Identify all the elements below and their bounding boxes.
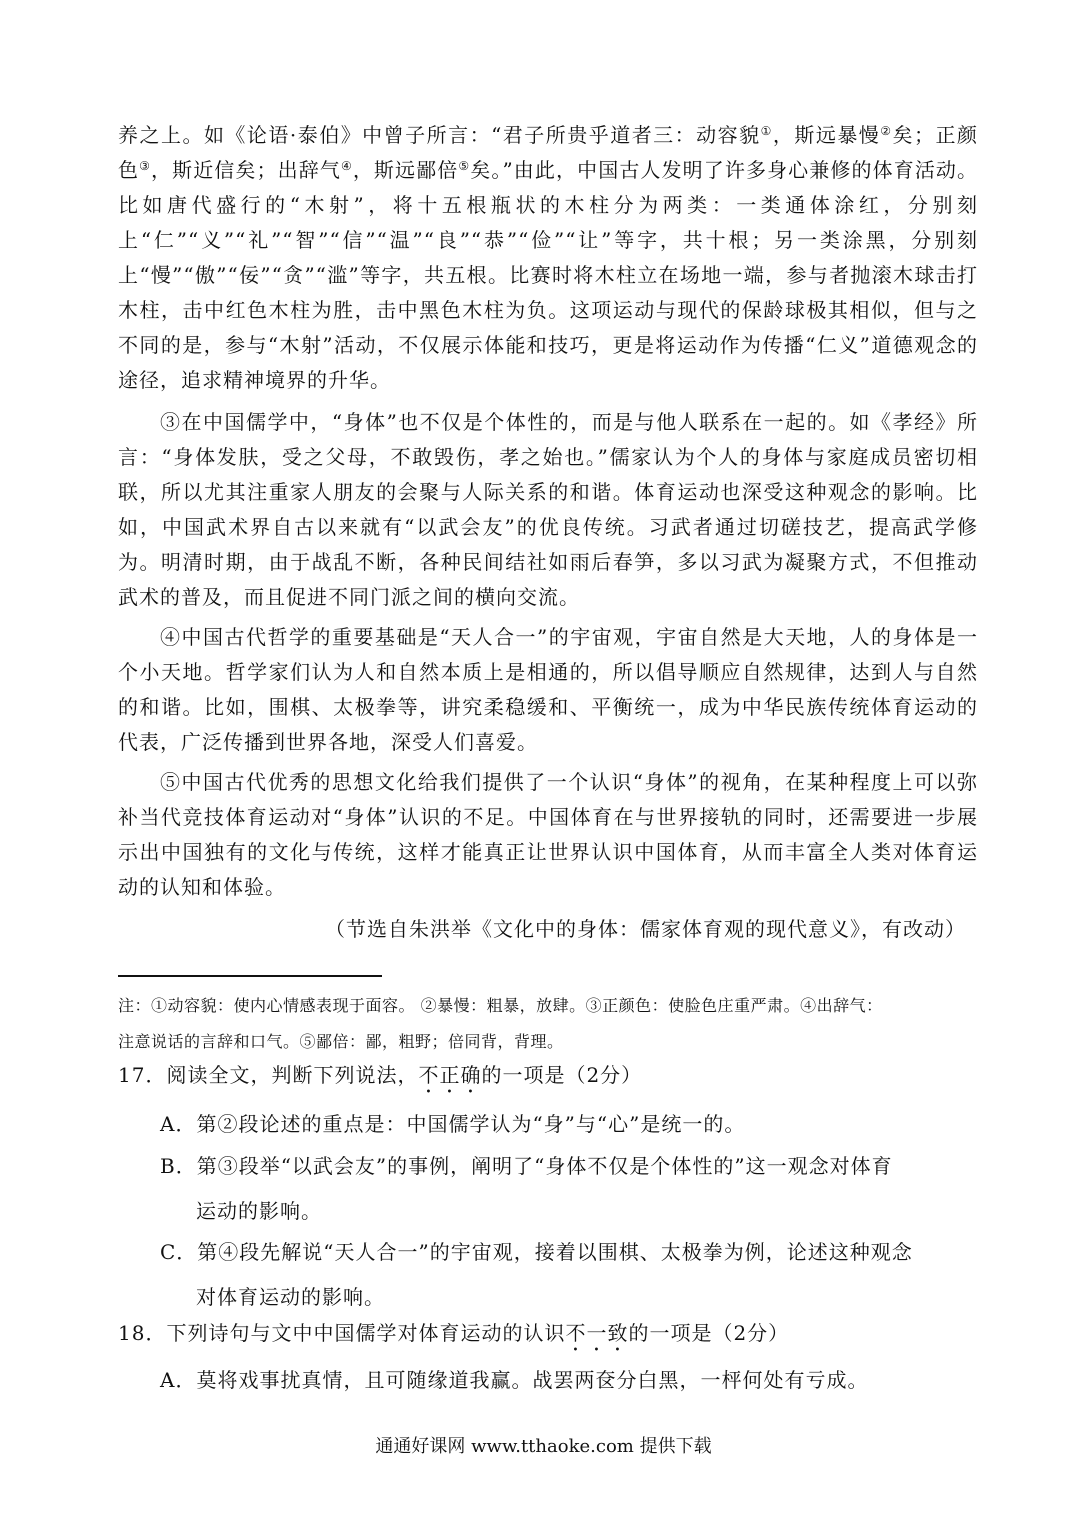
question-17-option-b (160, 1144, 972, 1234)
question-18-stem (118, 1316, 978, 1356)
question-text: 的一项是（2分） (481, 1063, 643, 1087)
option-text-continued: 运动的影响。 (196, 1199, 322, 1223)
note-marker: ③ (139, 159, 151, 173)
footnote-line-2: 注意说话的言辞和口气。⑤鄙倍：鄙，粗野；倍同背，背理。 (118, 1032, 564, 1051)
source-citation: （节选自朱洪举《文化中的身体：儒家体育观的现代意义》，有改动） (325, 917, 966, 941)
option-text-continued: 对体育运动的影响。 (196, 1285, 385, 1309)
option-text: C．第④段先解说“天人合一”的宇宙观，接着以围棋、太极拳为例，论述这种观念 (160, 1240, 913, 1264)
note-marker: ⑤ (458, 159, 471, 173)
paragraph-text: 矣。”由此，中国古人发明了许多身心兼修的体育活动。比如唐代盛行的“木射”，将十五根瓶状的木柱分为两类：一类通体涂红，分别刻上“仁”“义”“礼”“智”“信”“温”“良”“恭”“俭”“让”等字，共十根；另一类涂黑，分别刻上“慢”“傲”“佞”“贪”“滥”等字，共五根。比赛时将木柱立在场地一端，参与者抛滚木球击打木柱，击中红色木柱为胜，击中黑色木柱为负。这项运动与现代的保龄球极其相似，但与之不同的是，参与“木射”活动，不仅展示体能和技巧，更是将运动作为传播“仁义”道德观念的途径，追求精神境界的升华。 (118, 158, 979, 392)
question-18-option-a: A．莫将戏事扰真情，且可随缘道我赢。战罢两奁分白黑，一枰何处有亏成。 (160, 1368, 869, 1392)
paragraph-2 (118, 118, 978, 398)
emphasis-text: 不一致 (565, 1321, 629, 1345)
question-17-stem (118, 1058, 978, 1098)
option-text: B．第③段举“以武会友”的事例，阐明了“身体不仅是个体性的”这一观念对体育 (160, 1154, 893, 1178)
paragraph-text: 养之上。如《论语·泰伯》中曾子所言：“君子所贵乎道者三：动容貌 (118, 123, 761, 147)
note-marker: ④ (340, 159, 353, 173)
paragraph-text: ，斯远暴慢 (772, 123, 881, 147)
paragraph-5: ⑤中国古代优秀的思想文化给我们提供了一个认识“身体”的视角，在某种程度上可以弥补当代竞技体育运动对“身体”认识的不足。中国体育在与世界接轨的同时，还需要进一步展示出中国独有的文化与传统，这样才能真正让世界认识中国体育，从而丰富全人类对体育运动的认知和体验。 (118, 770, 978, 899)
page-footer: 通通好课网 www.tthaoke.com 提供下载 (375, 1436, 712, 1457)
paragraph-text: ，斯远鄙倍 (352, 158, 459, 182)
note-marker: ① (760, 124, 773, 138)
footnote-line-1: 注：①动容貌：使内心情感表现于面容。 ②暴慢：粗暴，放肆。③正颜色：使脸色庄重严肃。④出辞气： (118, 996, 883, 1015)
question-17-option-c (160, 1230, 972, 1320)
question-text: 17．阅读全文，判断下列说法， (118, 1063, 419, 1087)
paragraph-3: ③在中国儒学中，“身体”也不仅是个体性的，而是与他人联系在一起的。如《孝经》所言：“身体发肤，受之父母，不敢毁伤，孝之始也。”儒家认为个人的身体与家庭成员密切相联，所以尤其注重家人朋友的会聚与人际关系的和谐。体育运动也深受这种观念的影响。比如，中国武术界自古以来就有“以武会友”的优良传统。习武者通过切磋技艺，提高武学修为。明清时期，由于战乱不断，各种民间结社如雨后春笋，多以习武为凝聚方式，不但推动武术的普及，而且促进不同门派之间的横向交流。 (118, 410, 978, 609)
question-17-option-a (160, 1102, 972, 1147)
question-text: 的一项是（2分） (628, 1321, 790, 1345)
footnote-divider (118, 975, 382, 977)
question-text: 18．下列诗句与文中中国儒学对体育运动的认识 (118, 1321, 566, 1345)
paragraph-text: 矣；正颜色 (118, 123, 979, 182)
paragraph-4: ④中国古代哲学的重要基础是“天人合一”的宇宙观，宇宙自然是大天地，人的身体是一个小天地。哲学家们认为人和自然本质上是相通的，所以倡导顺应自然规律，达到人与自然的和谐。比如，围棋、太极拳等，讲究柔稳缓和、平衡统一，成为中华民族传统体育运动的代表，广泛传播到世界各地，深受人们喜爱。 (118, 625, 978, 754)
option-text: A．第②段论述的重点是：中国儒学认为“身”与“心”是统一的。 (160, 1112, 746, 1136)
note-marker: ② (880, 124, 893, 138)
paragraph-text: ，斯近信矣；出辞气 (150, 158, 341, 182)
emphasis-text: 不正确 (418, 1063, 482, 1087)
